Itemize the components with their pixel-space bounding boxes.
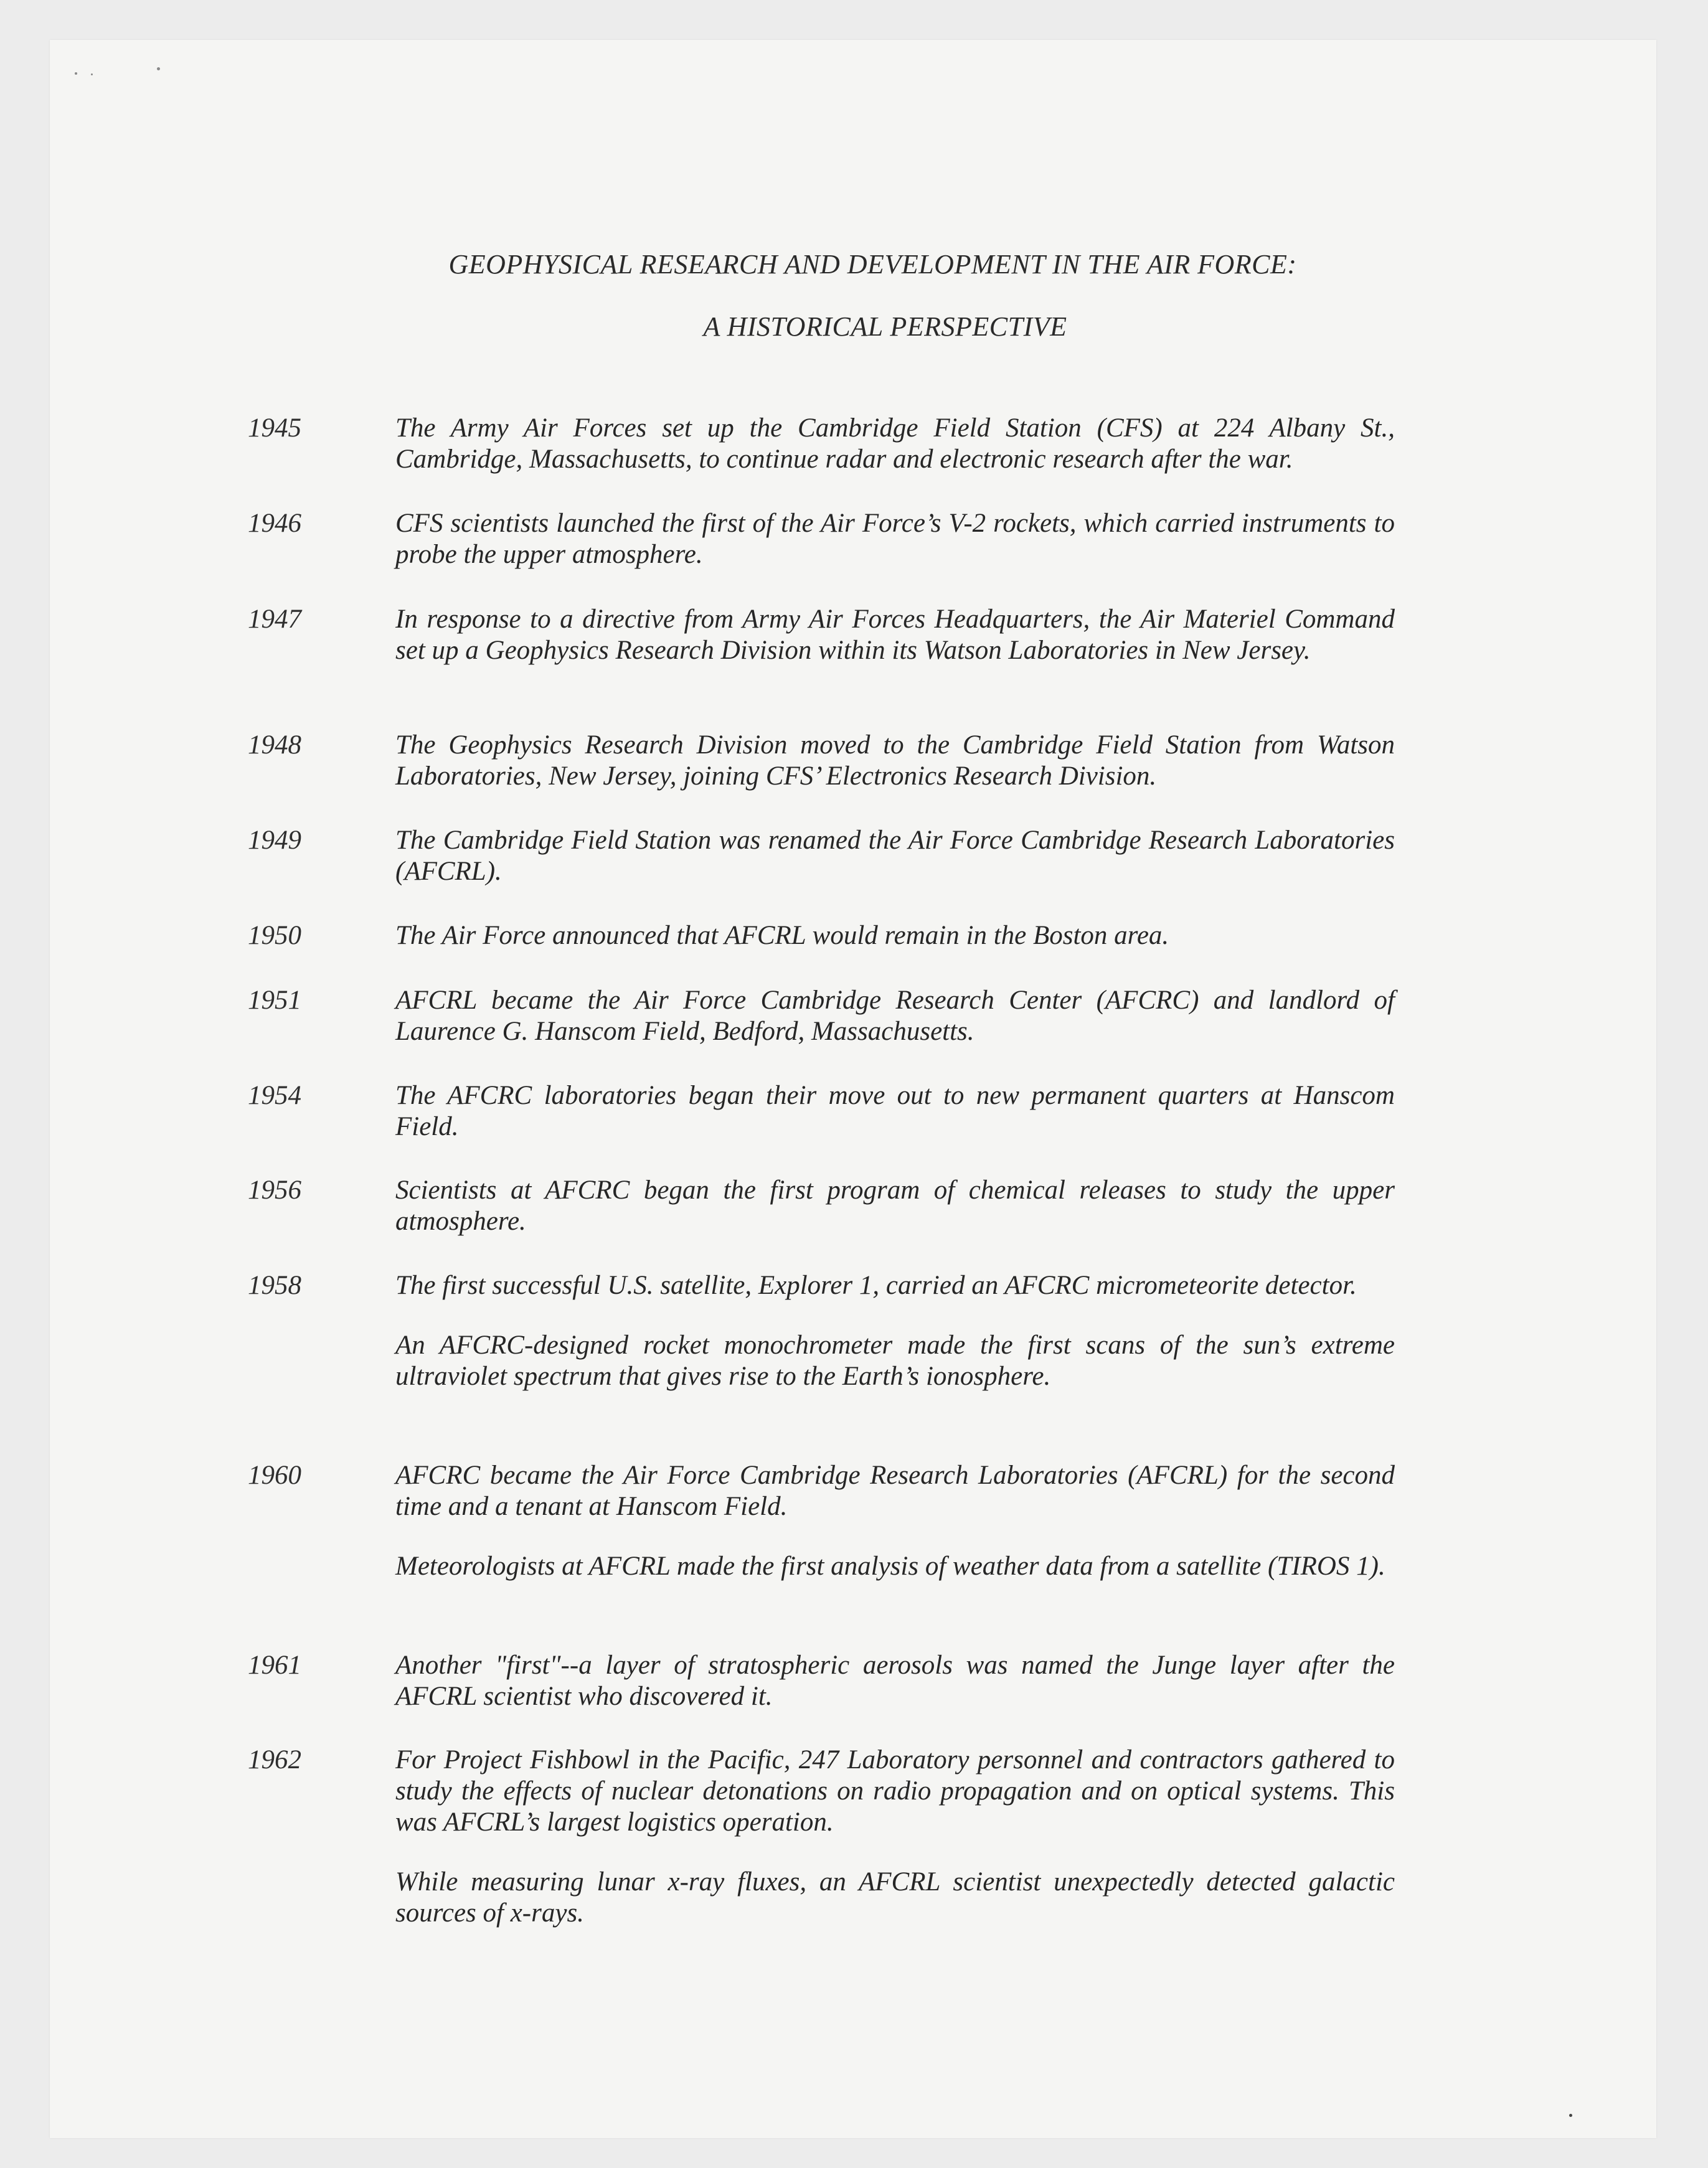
entry-text: In response to a directive from Army Air Forces Headquarters, the Air Materiel Command set up a Geophysics Research Division within its Watson Laboratories in New Jersey. (395, 605, 1395, 665)
entry-text: AFCRC became the Air Force Cambridge Research Laboratories (AFCRL) for the second time and a tenant at Hanscom Field. (395, 1461, 1395, 1521)
dust-speck (91, 73, 93, 75)
entry-year: 1946 (248, 509, 301, 538)
entry-text: The Air Force announced that AFCRL would remain in the Boston area. (395, 921, 1169, 950)
entry-text: The Geophysics Research Division moved to the Cambridge Field Station from Watson Laboratories, New Jersey, joining CFS’ Electronics Research Division. (395, 730, 1395, 791)
entry-year: 1945 (248, 413, 301, 443)
entry-text: AFCRL became the Air Force Cambridge Research Center (AFCRC) and landlord of Laurence G. Hanscom Field, Bedford, Massachusetts. (395, 986, 1395, 1046)
entry-text: The Army Air Forces set up the Cambridge Field Station (CFS) at 224 Albany St., Cambridge, Massachusetts, to continue radar and electronic research after the war. (395, 413, 1395, 474)
entry-year: 1947 (248, 605, 301, 634)
entry-year: 1962 (248, 1745, 301, 1774)
entry-text: Scientists at AFCRC began the first program of chemical releases to study the upper atmosphere. (395, 1176, 1395, 1236)
entry-year: 1950 (248, 921, 301, 950)
entry-year: 1954 (248, 1081, 301, 1110)
entry-text: The AFCRC laboratories began their move out to new permanent quarters at Hanscom Field. (395, 1081, 1395, 1141)
entry-year: 1949 (248, 826, 301, 855)
entry-text: An AFCRC-designed rocket monochrometer made the first scans of the sun’s extreme ultraviolet spectrum that gives rise to the Earth’s ionosphere. (395, 1331, 1395, 1391)
entry-text: While measuring lunar x-ray fluxes, an AFCRL scientist unexpectedly detected galactic sources of x-rays. (395, 1867, 1395, 1928)
entry-year: 1958 (248, 1271, 301, 1300)
entry-text: Meteorologists at AFCRL made the first analysis of weather data from a satellite (TIROS 1). (395, 1552, 1385, 1581)
dust-speck (75, 72, 77, 75)
entry-year: 1951 (248, 986, 301, 1015)
entry-text: CFS scientists launched the first of the Air Force’s V-2 rockets, which carried instruments to probe the upper atmosphere. (395, 509, 1395, 569)
entry-year: 1960 (248, 1461, 301, 1490)
entry-text: Another "first"--a layer of stratospheric aerosols was named the Junge layer after the AFCRL scientist who discovered it. (395, 1651, 1395, 1711)
entry-text: The first successful U.S. satellite, Explorer 1, carried an AFCRC micrometeorite detector. (395, 1271, 1357, 1300)
entry-year: 1961 (248, 1651, 301, 1680)
entry-year: 1948 (248, 730, 301, 760)
page-subtitle: A HISTORICAL PERSPECTIVE (703, 311, 1067, 342)
entry-text: For Project Fishbowl in the Pacific, 247 Laboratory personnel and contractors gathered to study the effects of nuclear detonations on radio propagation and on optical systems. This was AFCRL’s largest logistics operation. (395, 1745, 1395, 1837)
dust-speck (157, 67, 160, 70)
page-header (0, 246, 1708, 346)
entry-year: 1956 (248, 1176, 301, 1205)
page-title: GEOPHYSICAL RESEARCH AND DEVELOPMENT IN THE AIR FORCE: (448, 249, 1297, 280)
entry-text: The Cambridge Field Station was renamed the Air Force Cambridge Research Laboratories (AFCRL). (395, 826, 1395, 886)
dust-speck (1569, 2114, 1572, 2117)
